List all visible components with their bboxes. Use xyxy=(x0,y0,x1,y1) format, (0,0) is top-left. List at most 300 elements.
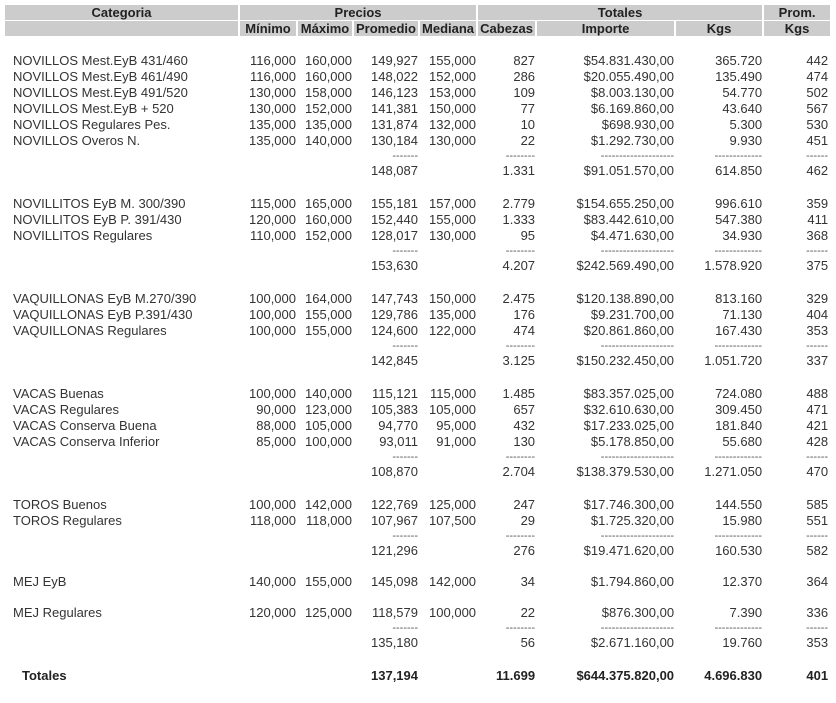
maximo-cell: 160,000 xyxy=(305,212,352,227)
separator-kgs: ------------- xyxy=(714,622,763,634)
mediana-cell: 130,000 xyxy=(429,133,477,148)
blank-cell xyxy=(298,339,354,351)
promedio-cell: 131,874 xyxy=(371,117,418,132)
header-kgs: Kgs xyxy=(676,21,764,37)
blank-cell xyxy=(420,541,478,560)
subtotal-row xyxy=(5,541,830,560)
blank-cell xyxy=(5,541,240,560)
minimo-cell: 88,000 xyxy=(256,418,296,433)
kgs-cell: 167.430 xyxy=(715,323,763,338)
maximo-cell: 160,000 xyxy=(305,53,352,68)
subtotal-row xyxy=(5,633,830,652)
spacer-cell xyxy=(5,180,830,196)
prom-kgs-cell: 442 xyxy=(806,53,829,68)
spacer-cell xyxy=(5,37,830,53)
table-row xyxy=(5,291,830,307)
importe-cell: $9.231.700,00 xyxy=(590,307,675,322)
importe-cell: $8.003.130,00 xyxy=(590,85,675,100)
table-row xyxy=(5,418,830,434)
table-row xyxy=(5,101,830,117)
cabezas-cell: 657 xyxy=(513,402,536,417)
separator-cabezas: -------- xyxy=(505,622,536,634)
category-cell: VACAS Conserva Inferior xyxy=(13,434,160,449)
subtotal-prom-kgs: 582 xyxy=(806,543,829,558)
subtotal-separator-row xyxy=(5,149,830,161)
header-minimo: Mínimo xyxy=(240,21,298,37)
separator-cabezas: -------- xyxy=(505,451,536,463)
mediana-cell: 130,000 xyxy=(429,228,477,243)
separator-promedio: ------- xyxy=(392,451,418,463)
kgs-cell: 144.550 xyxy=(715,497,763,512)
prom-kgs-cell: 530 xyxy=(806,117,829,132)
promedio-cell: 93,011 xyxy=(379,434,418,449)
minimo-cell: 116,000 xyxy=(249,69,296,84)
maximo-cell: 118,000 xyxy=(305,513,352,528)
maximo-cell: 140,000 xyxy=(305,386,352,401)
prom-kgs-cell: 551 xyxy=(806,513,829,528)
blank-cell xyxy=(240,541,298,560)
blank-cell xyxy=(420,161,478,180)
maximo-cell: 142,000 xyxy=(305,497,352,512)
promedio-cell: 129,786 xyxy=(371,307,418,322)
mediana-cell: 125,000 xyxy=(429,497,477,512)
cabezas-cell: 29 xyxy=(520,513,536,528)
separator-kgs: ------------- xyxy=(714,150,763,162)
subtotal-promedio: 153,630 xyxy=(371,258,418,273)
subtotal-separator-row xyxy=(5,339,830,351)
maximo-cell: 155,000 xyxy=(305,307,352,322)
category-cell: VAQUILLONAS EyB M.270/390 xyxy=(13,291,197,306)
kgs-cell: 547.380 xyxy=(715,212,763,227)
category-cell: NOVILLOS Mest.EyB + 520 xyxy=(13,101,174,116)
minimo-cell: 130,000 xyxy=(249,101,296,116)
importe-cell: $154.655.250,00 xyxy=(576,196,675,211)
promedio-cell: 122,769 xyxy=(371,497,418,512)
minimo-cell: 120,000 xyxy=(249,212,296,227)
importe-cell: $120.138.890,00 xyxy=(576,291,675,306)
blank-cell xyxy=(5,351,240,370)
mediana-cell: 150,000 xyxy=(429,101,477,116)
prom-kgs-cell: 368 xyxy=(806,228,829,243)
grand-total-promedio: 137,194 xyxy=(371,668,418,683)
importe-cell: $32.610.630,00 xyxy=(583,402,675,417)
blank-cell xyxy=(240,149,298,161)
blank-cell xyxy=(298,244,354,256)
importe-cell: $1.292.730,00 xyxy=(590,133,675,148)
cabezas-cell: 2.779 xyxy=(502,196,536,211)
category-cell: TOROS Buenos xyxy=(13,497,107,512)
table-row xyxy=(5,196,830,212)
table-row xyxy=(5,307,830,323)
minimo-cell: 118,000 xyxy=(249,513,296,528)
blank-cell xyxy=(5,161,240,180)
separator-importe: -------------------- xyxy=(600,530,675,542)
mediana-cell: 100,000 xyxy=(429,605,477,620)
header-column-row xyxy=(5,21,830,37)
category-cell: VACAS Regulares xyxy=(13,402,119,417)
blank-cell xyxy=(298,149,354,161)
maximo-cell: 155,000 xyxy=(305,323,352,338)
table-row xyxy=(5,605,830,621)
separator-promedio: ------- xyxy=(392,150,418,162)
maximo-cell: 164,000 xyxy=(305,291,352,306)
minimo-cell: 120,000 xyxy=(249,605,296,620)
cabezas-cell: 286 xyxy=(513,69,536,84)
separator-prom-kgs: ------ xyxy=(806,451,829,463)
separator-cabezas: -------- xyxy=(505,340,536,352)
spacer-cell xyxy=(5,370,830,386)
promedio-cell: 145,098 xyxy=(371,574,418,589)
subtotal-row xyxy=(5,351,830,370)
cabezas-cell: 1.485 xyxy=(502,386,536,401)
minimo-cell: 135,000 xyxy=(249,133,296,148)
cabezas-cell: 130 xyxy=(513,434,536,449)
subtotal-importe: $2.671.160,00 xyxy=(590,635,675,650)
kgs-cell: 43.640 xyxy=(722,101,763,116)
mediana-cell: 142,000 xyxy=(429,574,477,589)
blank-cell xyxy=(5,244,240,256)
spacer-cell xyxy=(5,275,830,291)
blank-cell xyxy=(420,149,478,161)
kgs-cell: 813.160 xyxy=(715,291,763,306)
maximo-cell: 140,000 xyxy=(305,133,352,148)
promedio-cell: 115,121 xyxy=(371,386,418,401)
header-importe: Importe xyxy=(537,21,676,37)
blank-cell xyxy=(5,339,240,351)
separator-importe: -------------------- xyxy=(600,245,675,257)
importe-cell: $698.930,00 xyxy=(601,117,675,132)
blank-cell xyxy=(298,161,354,180)
separator-promedio: ------- xyxy=(392,530,418,542)
spacer-cell xyxy=(5,652,830,666)
separator-kgs: ------------- xyxy=(714,530,763,542)
category-cell: VAQUILLONAS Regulares xyxy=(13,323,167,338)
promedio-cell: 94,770 xyxy=(378,418,418,433)
blank-cell xyxy=(420,339,478,351)
cabezas-cell: 10 xyxy=(520,117,536,132)
minimo-cell: 100,000 xyxy=(249,307,296,322)
group-spacer xyxy=(5,481,830,497)
blank-cell xyxy=(298,462,354,481)
separator-prom-kgs: ------ xyxy=(806,622,829,634)
separator-prom-kgs: ------ xyxy=(806,150,829,162)
category-cell: NOVILLITOS EyB P. 391/430 xyxy=(13,212,182,227)
table-row xyxy=(5,434,830,450)
promedio-cell: 118,579 xyxy=(371,605,418,620)
subtotal-promedio: 108,870 xyxy=(371,464,418,479)
kgs-cell: 7.390 xyxy=(729,605,763,620)
category-cell: VACAS Buenas xyxy=(13,386,104,401)
subtotal-importe: $91.051.570,00 xyxy=(583,163,675,178)
blank-cell xyxy=(240,633,298,652)
table-row xyxy=(5,513,830,529)
prom-kgs-cell: 411 xyxy=(807,212,829,227)
category-cell: NOVILLOS Regulares Pes. xyxy=(13,117,171,132)
blank-cell xyxy=(298,256,354,275)
kgs-cell: 724.080 xyxy=(715,386,763,401)
header-categoria-blank xyxy=(5,21,240,37)
subtotal-separator-row xyxy=(5,244,830,256)
blank-cell xyxy=(420,256,478,275)
table-row xyxy=(5,402,830,418)
promedio-cell: 146,123 xyxy=(371,85,418,100)
grand-total-cabezas: 11.699 xyxy=(496,668,536,683)
blank-cell xyxy=(5,149,240,161)
promedio-cell: 148,022 xyxy=(371,69,418,84)
separator-promedio: ------- xyxy=(392,340,418,352)
blank-cell xyxy=(298,541,354,560)
subtotal-prom-kgs: 462 xyxy=(806,163,829,178)
group-spacer xyxy=(5,275,830,291)
kgs-cell: 34.930 xyxy=(722,228,763,243)
prom-kgs-cell: 471 xyxy=(806,402,829,417)
minimo-cell: 140,000 xyxy=(249,574,296,589)
blank-cell xyxy=(420,621,478,633)
mediana-cell: 157,000 xyxy=(429,196,477,211)
importe-cell: $54.831.430,00 xyxy=(583,53,675,68)
header-mediana: Mediana xyxy=(420,21,478,37)
kgs-cell: 5.300 xyxy=(729,117,763,132)
cabezas-cell: 247 xyxy=(513,497,536,512)
subtotal-promedio: 142,845 xyxy=(371,353,418,368)
spacer-cell xyxy=(5,560,830,574)
promedio-cell: 105,383 xyxy=(371,402,418,417)
minimo-cell: 130,000 xyxy=(249,85,296,100)
minimo-cell: 100,000 xyxy=(249,323,296,338)
kgs-cell: 135.490 xyxy=(715,69,763,84)
subtotal-importe: $150.232.450,00 xyxy=(576,353,675,368)
maximo-cell: 152,000 xyxy=(305,228,352,243)
maximo-cell: 152,000 xyxy=(305,101,352,116)
subtotal-row xyxy=(5,256,830,275)
table-row xyxy=(5,212,830,228)
kgs-cell: 181.840 xyxy=(715,418,763,433)
promedio-cell: 124,600 xyxy=(371,323,418,338)
separator-importe: -------------------- xyxy=(600,340,675,352)
separator-prom-kgs: ------ xyxy=(806,530,829,542)
cabezas-cell: 34 xyxy=(520,574,536,589)
spacer-cell xyxy=(5,481,830,497)
table-row xyxy=(5,69,830,85)
table-row xyxy=(5,117,830,133)
category-cell: MEJ Regulares xyxy=(13,605,102,620)
spacer-cell xyxy=(5,590,830,605)
subtotal-separator-row xyxy=(5,450,830,462)
blank-cell xyxy=(420,666,478,686)
kgs-cell: 71.130 xyxy=(722,307,763,322)
maximo-cell: 135,000 xyxy=(305,117,352,132)
mediana-cell: 150,000 xyxy=(429,291,477,306)
header-prom: Prom. xyxy=(764,5,830,21)
table-row xyxy=(5,574,830,590)
subtotal-importe: $138.379.530,00 xyxy=(576,464,675,479)
blank-cell xyxy=(240,621,298,633)
category-cell: VAQUILLONAS EyB P.391/430 xyxy=(13,307,193,322)
importe-cell: $6.169.860,00 xyxy=(590,101,675,116)
grand-total-prom-kgs: 401 xyxy=(806,668,829,683)
cabezas-cell: 22 xyxy=(520,605,536,620)
category-cell: NOVILLOS Mest.EyB 461/490 xyxy=(13,69,188,84)
header-totales: Totales xyxy=(478,5,764,21)
promedio-cell: 152,440 xyxy=(371,212,418,227)
category-cell: VACAS Conserva Buena xyxy=(13,418,157,433)
category-cell: NOVILLOS Overos N. xyxy=(13,133,141,148)
table-row xyxy=(5,133,830,149)
blank-cell xyxy=(240,529,298,541)
separator-importe: -------------------- xyxy=(600,451,675,463)
separator-prom-kgs: ------ xyxy=(806,245,829,257)
importe-cell: $876.300,00 xyxy=(601,605,675,620)
subtotal-separator-row xyxy=(5,529,830,541)
mediana-cell: 122,000 xyxy=(429,323,477,338)
blank-cell xyxy=(420,351,478,370)
cabezas-cell: 827 xyxy=(513,53,536,68)
subtotal-importe: $242.569.490,00 xyxy=(576,258,675,273)
promedio-cell: 141,381 xyxy=(371,101,418,116)
header-categoria: Categoria xyxy=(5,5,240,21)
header-maximo: Máximo xyxy=(298,21,354,37)
subtotal-kgs: 1.051.720 xyxy=(704,353,763,368)
maximo-cell: 165,000 xyxy=(305,196,352,211)
blank-cell xyxy=(298,621,354,633)
subtotal-cabezas: 4.207 xyxy=(502,258,536,273)
prom-kgs-cell: 474 xyxy=(806,69,829,84)
category-cell: MEJ EyB xyxy=(13,574,67,589)
cabezas-cell: 176 xyxy=(513,307,536,322)
subtotal-promedio: 135,180 xyxy=(371,635,418,650)
table-body xyxy=(5,37,830,686)
subtotal-cabezas: 2.704 xyxy=(502,464,536,479)
minimo-cell: 115,000 xyxy=(249,196,296,211)
blank-cell xyxy=(5,462,240,481)
subtotal-kgs: 614.850 xyxy=(715,163,763,178)
group-spacer xyxy=(5,370,830,386)
blank-cell xyxy=(420,633,478,652)
subtotal-prom-kgs: 337 xyxy=(806,353,829,368)
blank-cell xyxy=(420,244,478,256)
maximo-cell: 125,000 xyxy=(305,605,352,620)
blank-cell xyxy=(420,462,478,481)
separator-kgs: ------------- xyxy=(714,245,763,257)
kgs-cell: 9.930 xyxy=(729,133,763,148)
mediana-cell: 91,000 xyxy=(436,434,477,449)
prom-kgs-cell: 329 xyxy=(806,291,829,306)
blank-cell xyxy=(240,666,298,686)
blank-cell xyxy=(298,450,354,462)
category-cell: NOVILLOS Mest.EyB 431/460 xyxy=(13,53,188,68)
cabezas-cell: 1.333 xyxy=(502,212,536,227)
blank-cell xyxy=(298,351,354,370)
minimo-cell: 100,000 xyxy=(249,386,296,401)
prom-kgs-cell: 421 xyxy=(806,418,829,433)
subtotal-cabezas: 1.331 xyxy=(502,163,536,178)
separator-prom-kgs: ------ xyxy=(806,340,829,352)
header-promedio: Promedio xyxy=(354,21,420,37)
minimo-cell: 135,000 xyxy=(249,117,296,132)
promedio-cell: 107,967 xyxy=(371,513,418,528)
blank-cell xyxy=(5,450,240,462)
maximo-cell: 155,000 xyxy=(305,574,352,589)
category-cell: TOROS Regulares xyxy=(13,513,122,528)
kgs-cell: 55.680 xyxy=(722,434,763,449)
blank-cell xyxy=(5,256,240,275)
minimo-cell: 116,000 xyxy=(249,53,296,68)
kgs-cell: 12.370 xyxy=(722,574,763,589)
subtotal-prom-kgs: 470 xyxy=(806,464,829,479)
blank-cell xyxy=(5,529,240,541)
subtotal-kgs: 1.578.920 xyxy=(704,258,763,273)
promedio-cell: 130,184 xyxy=(371,133,418,148)
mediana-cell: 135,000 xyxy=(429,307,477,322)
group-spacer xyxy=(5,180,830,196)
prom-kgs-cell: 502 xyxy=(806,85,829,100)
importe-cell: $5.178.850,00 xyxy=(590,434,675,449)
separator-importe: -------------------- xyxy=(600,150,675,162)
importe-cell: $1.725.320,00 xyxy=(590,513,675,528)
mediana-cell: 153,000 xyxy=(429,85,477,100)
table-row xyxy=(5,386,830,402)
blank-cell xyxy=(298,666,354,686)
blank-cell xyxy=(240,256,298,275)
separator-cabezas: -------- xyxy=(505,530,536,542)
separator-cabezas: -------- xyxy=(505,245,536,257)
importe-cell: $20.861.860,00 xyxy=(583,323,675,338)
blank-cell xyxy=(240,161,298,180)
group-spacer xyxy=(5,37,830,53)
table-header xyxy=(5,5,830,37)
mediana-cell: 155,000 xyxy=(429,53,477,68)
maximo-cell: 100,000 xyxy=(305,434,352,449)
importe-cell: $4.471.630,00 xyxy=(590,228,675,243)
blank-cell xyxy=(240,244,298,256)
mediana-cell: 152,000 xyxy=(429,69,477,84)
category-cell: NOVILLITOS Regulares xyxy=(13,228,153,243)
subtotal-row xyxy=(5,161,830,180)
maximo-cell: 105,000 xyxy=(305,418,352,433)
separator-promedio: ------- xyxy=(392,245,418,257)
table-row xyxy=(5,228,830,244)
grand-total-label: Totales xyxy=(22,668,67,683)
blank-cell xyxy=(5,621,240,633)
subtotal-kgs: 19.760 xyxy=(722,635,763,650)
importe-cell: $83.357.025,00 xyxy=(583,386,675,401)
separator-kgs: ------------- xyxy=(714,340,763,352)
grand-total-importe: $644.375.820,00 xyxy=(576,668,675,683)
subtotal-cabezas: 56 xyxy=(520,635,536,650)
importe-cell: $17.746.300,00 xyxy=(583,497,675,512)
promedio-cell: 128,017 xyxy=(371,228,418,243)
importe-cell: $1.794.860,00 xyxy=(590,574,675,589)
kgs-cell: 54.770 xyxy=(722,85,763,100)
livestock-price-report-table xyxy=(5,5,830,686)
promedio-cell: 149,927 xyxy=(371,53,418,68)
prom-kgs-cell: 353 xyxy=(806,323,829,338)
subtotal-cabezas: 276 xyxy=(513,543,536,558)
subtotal-row xyxy=(5,462,830,481)
prom-kgs-cell: 451 xyxy=(806,133,829,148)
cabezas-cell: 2.475 xyxy=(502,291,536,306)
mediana-cell: 155,000 xyxy=(429,212,477,227)
subtotal-kgs: 1.271.050 xyxy=(704,464,763,479)
blank-cell xyxy=(298,529,354,541)
importe-cell: $20.055.490,00 xyxy=(583,69,675,84)
blank-cell xyxy=(298,633,354,652)
blank-cell xyxy=(420,529,478,541)
table-row xyxy=(5,53,830,69)
minimo-cell: 85,000 xyxy=(256,434,296,449)
prom-kgs-cell: 585 xyxy=(806,497,829,512)
prom-kgs-cell: 359 xyxy=(806,196,829,211)
